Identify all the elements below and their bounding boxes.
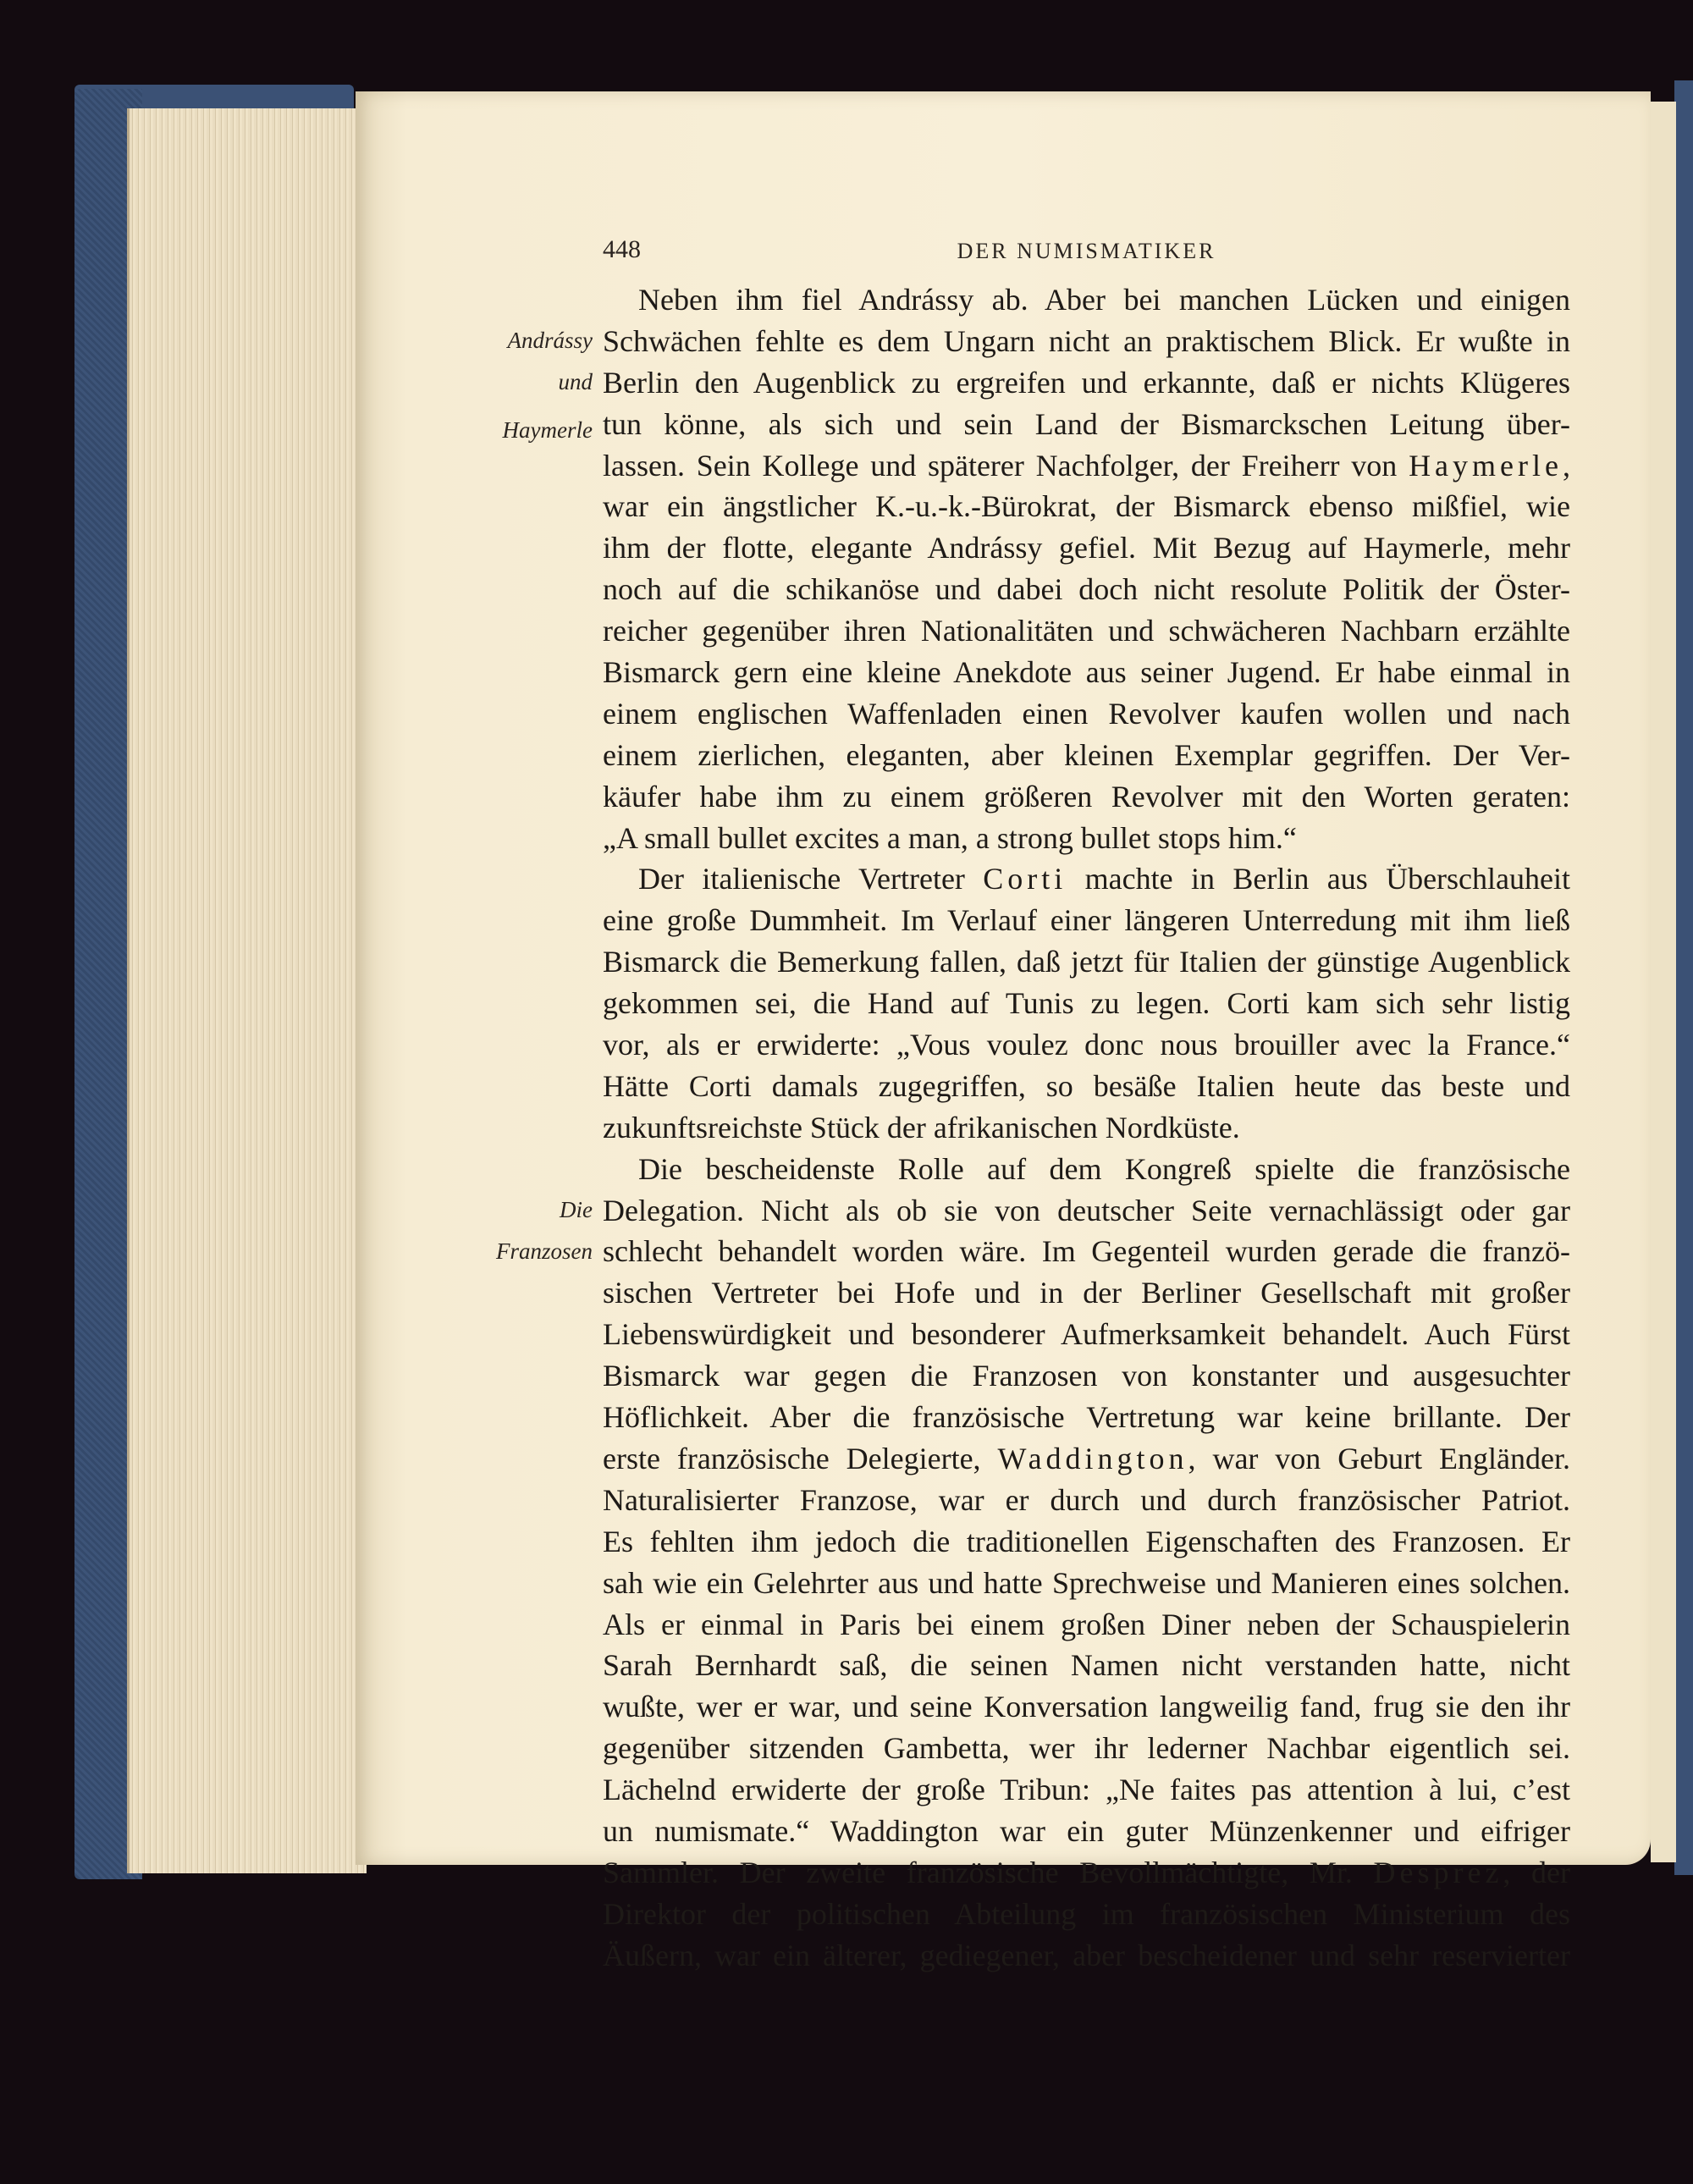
text-line bbox=[603, 1314, 1570, 1355]
text-segment: Berlin den Augenblick zu ergreifen und erkannte, daß er nichts Klügeres bbox=[603, 365, 1570, 400]
text-segment: Es fehlten ihm jedoch die traditionellen Eigenschaften des Franzosen. Er bbox=[603, 1524, 1570, 1558]
text-line bbox=[603, 1894, 1570, 1935]
text-segment: Bismarck gern eine kleine Anekdote aus seiner Jugend. Er habe einmal in bbox=[603, 655, 1570, 690]
text-line bbox=[603, 610, 1570, 652]
text-line bbox=[603, 735, 1570, 776]
text-line bbox=[603, 1521, 1570, 1563]
text-segment: gegenüber sitzenden Gambetta, wer ihr lederner Nachbar eigentlich sei. bbox=[603, 1731, 1570, 1766]
text-line bbox=[603, 1769, 1570, 1811]
text-segment: ihm der flotte, elegante Andrássy gefiel. Mit Bezug auf Haymerle, mehr bbox=[603, 531, 1570, 565]
text-segment: machte in Berlin aus Überschlauheit bbox=[1067, 862, 1570, 896]
text-line bbox=[603, 362, 1570, 404]
text-segment: vor, als er erwiderte: „Vous voulez donc nous brouiller avec la France.“ bbox=[603, 1028, 1570, 1062]
text-segment: Hätte Corti damals zugegriffen, so besäße Italien heute das beste und bbox=[603, 1068, 1570, 1103]
text-segment: sah wie ein Gelehrter aus und hatte Sprechweise und Manieren eines solchen. bbox=[603, 1565, 1570, 1600]
text-segment: Direktor der politischen Abteilung im französischen Ministerium des bbox=[603, 1896, 1570, 1931]
text-segment: sischen Vertreter bei Hofe und in der Berliner Gesellschaft mit großer bbox=[603, 1276, 1570, 1310]
text-segment: Delegation. Nicht als ob sie von deutscher Seite vernachlässigt oder gar bbox=[603, 1193, 1570, 1227]
text-segment: Bismarck die Bemerkung fallen, daß jetzt für Italien der günstige Augenblick bbox=[603, 945, 1570, 979]
text-segment: noch auf die schikanöse und dabei doch nicht resolute Politik der Öster- bbox=[603, 572, 1570, 607]
text-line bbox=[603, 1190, 1570, 1232]
text-line bbox=[603, 1563, 1570, 1604]
text-line bbox=[603, 983, 1570, 1024]
text-line bbox=[603, 1024, 1570, 1066]
text-line bbox=[603, 941, 1570, 983]
text-line bbox=[603, 1811, 1570, 1852]
text-segment: Naturalisierter Franzose, war er durch und durch französischer Patriot. bbox=[603, 1482, 1570, 1517]
text-segment: Schwächen fehlte es dem Ungarn nicht an praktischem Blick. Er wußte in bbox=[603, 323, 1570, 358]
text-line bbox=[603, 652, 1570, 693]
text-line bbox=[603, 776, 1570, 818]
text-segment: gekommen sei, die Hand auf Tunis zu legen. Corti kam sich sehr listig bbox=[603, 986, 1570, 1021]
text-line bbox=[603, 527, 1570, 569]
text-segment: Lächelnd erwiderte der große Tribun: „Ne faites pas attention à lui, c’est bbox=[603, 1773, 1570, 1807]
margin-note: Die bbox=[560, 1196, 593, 1222]
text-segment: reicher gegenüber ihren Nationalitäten und schwächeren Nachbarn erzählte bbox=[603, 614, 1570, 648]
running-head bbox=[603, 235, 1570, 273]
text-line bbox=[603, 1686, 1570, 1728]
text-segment: eine große Dummheit. Im Verlauf einer längeren Unterredung mit ihm ließ bbox=[603, 903, 1570, 938]
text-segment: einem zierlichen, eleganten, aber kleinen Exemplar gegriffen. Der Ver- bbox=[603, 737, 1570, 772]
text-line bbox=[603, 1355, 1570, 1397]
text-line bbox=[603, 900, 1570, 941]
text-line bbox=[603, 404, 1570, 445]
text-line bbox=[603, 486, 1570, 527]
text-segment: Als er einmal in Paris bei einem großen Diner neben der Schauspielerin bbox=[603, 1607, 1570, 1641]
text-segment: erste französische Delegierte, bbox=[603, 1441, 998, 1475]
margin-note: Andrássy bbox=[507, 327, 593, 353]
text-segment: , bbox=[1563, 448, 1570, 483]
text-segment: „A small bullet excites a man, a strong bullet stops him.“ bbox=[603, 820, 1297, 855]
text-line bbox=[603, 1107, 1570, 1149]
margin-note: und bbox=[558, 368, 593, 394]
spaced-name: Desprez bbox=[1373, 1855, 1503, 1889]
text-line bbox=[603, 569, 1570, 610]
text-segment: lassen. Sein Kollege und späterer Nachfolger, der Freiherr von bbox=[603, 448, 1409, 483]
text-line bbox=[603, 1438, 1570, 1480]
text-line bbox=[603, 1935, 1570, 1977]
text-line bbox=[603, 1480, 1570, 1521]
spaced-name: Corti bbox=[983, 862, 1067, 896]
text-line bbox=[603, 279, 1570, 321]
text-segment: Sarah Bernhardt saß, die seinen Namen nicht verstanden hatte, nicht bbox=[603, 1648, 1570, 1683]
text-segment: schlecht behandelt worden wäre. Im Gegenteil wurden gerade die franzö- bbox=[603, 1234, 1570, 1269]
margin-note: Franzosen bbox=[496, 1238, 593, 1264]
text-line bbox=[603, 445, 1570, 487]
text-segment: Sammler. Der zweite französische Bevollmächtigte, Mr. bbox=[603, 1855, 1374, 1889]
body-text bbox=[603, 279, 1570, 1977]
text-line bbox=[603, 1397, 1570, 1438]
book-cover-right bbox=[1674, 80, 1693, 1875]
text-line bbox=[603, 321, 1570, 362]
text-segment: Liebenswürdigkeit und besonderer Aufmerksamkeit behandelt. Auch Fürst bbox=[603, 1317, 1570, 1352]
text-line bbox=[603, 1604, 1570, 1646]
text-segment: war ein ängstlicher K.-u.-k.-Bürokrat, der Bismarck ebenso mißfiel, wie bbox=[603, 489, 1570, 524]
margin-note: Haymerle bbox=[502, 416, 593, 443]
text-segment: tun könne, als sich und sein Land der Bismarckschen Leitung über- bbox=[603, 406, 1570, 441]
text-segment: Der italienische Vertreter bbox=[638, 862, 984, 896]
text-segment: käufer habe ihm zu einem größeren Revolver mit den Worten geraten: bbox=[603, 779, 1570, 813]
text-line bbox=[603, 1231, 1570, 1272]
text-segment: Die bescheidenste Rolle auf dem Kongreß spielte die französische bbox=[638, 1151, 1570, 1186]
text-line bbox=[603, 1149, 1570, 1190]
text-segment: einem englischen Waffenladen einen Revolver kaufen wollen und nach bbox=[603, 696, 1570, 731]
text-line bbox=[603, 693, 1570, 735]
page-number: 448 bbox=[603, 235, 641, 263]
chapter-title: DER NUMISMATIKER bbox=[957, 239, 1216, 263]
text-segment: , war von Geburt Engländer. bbox=[1188, 1441, 1571, 1475]
text-segment: Äußern, war ein älterer, gediegener, aber bescheidener und sehr reservierter bbox=[603, 1938, 1570, 1972]
text-line bbox=[603, 1852, 1570, 1894]
text-line bbox=[603, 1645, 1570, 1686]
spaced-name: Haymerle bbox=[1409, 448, 1563, 483]
text-segment: Höflichkeit. Aber die französische Vertretung war keine brillante. Der bbox=[603, 1400, 1570, 1435]
text-line bbox=[603, 1728, 1570, 1769]
text-segment: Neben ihm fiel Andrássy ab. Aber bei manchen Lücken und einigen bbox=[638, 283, 1570, 317]
text-line bbox=[603, 1272, 1570, 1314]
text-segment: zukunftsreichste Stück der afrikanischen Nordküste. bbox=[603, 1110, 1240, 1144]
text-line bbox=[603, 1066, 1570, 1107]
text-segment: un numismate.“ Waddington war ein guter Münzenkenner und eifriger bbox=[603, 1813, 1570, 1848]
text-segment: wußte, wer er war, und seine Konversation langweilig fand, frug sie den ihr bbox=[603, 1690, 1570, 1724]
facing-page-edge bbox=[1651, 102, 1676, 1862]
spaced-name: Waddington bbox=[997, 1441, 1188, 1475]
text-segment: Bismarck war gegen die Franzosen von konstanter und ausgesuchter bbox=[603, 1359, 1570, 1393]
text-line bbox=[603, 858, 1570, 900]
text-line bbox=[603, 818, 1570, 859]
text-segment: , der bbox=[1503, 1855, 1571, 1889]
